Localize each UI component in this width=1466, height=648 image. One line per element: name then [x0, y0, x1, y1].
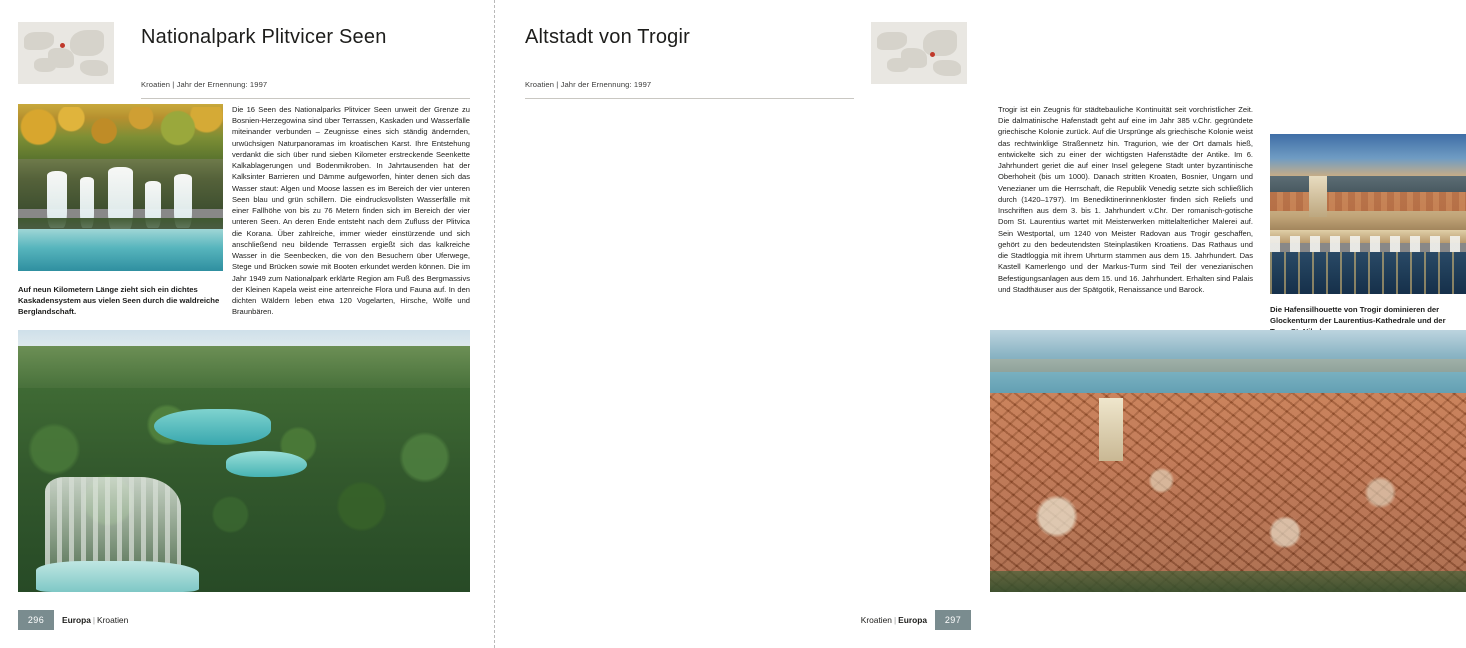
location-pin-icon [60, 43, 65, 48]
page-subtitle: Kroatien | Jahr der Ernennung: 1997 [141, 80, 268, 89]
footer-country-right: Kroatien [860, 615, 892, 625]
page-title-right: Altstadt von Trogir [525, 26, 690, 48]
trogir-harbour-photo [1270, 134, 1466, 294]
page-subtitle-right: Kroatien | Jahr der Ernennung: 1997 [525, 80, 652, 89]
right-page [495, 0, 1446, 648]
footer-region-right: Europa [898, 615, 927, 625]
plitvice-waterfall-photo [18, 104, 223, 271]
location-pin-icon-right [930, 52, 935, 57]
page-title: Nationalpark Plitvicer Seen [141, 26, 387, 48]
page-number-left: 296 [18, 610, 54, 630]
left-page-header [0, 22, 470, 96]
footer-breadcrumb-right: Kroatien | Europa [860, 615, 927, 625]
header-divider-right [525, 98, 854, 99]
trogir-aerial-photo [990, 330, 1466, 592]
left-photo-caption: Auf neun Kilometern Länge zieht sich ein dichtes Kaskadensystem aus vielen Seen durch die waldreiche Berglandschaft. [18, 285, 220, 316]
world-map-icon [18, 22, 114, 84]
header-divider [141, 98, 470, 99]
world-map-icon-right [871, 22, 967, 84]
left-body-text: Die 16 Seen des Nationalparks Plitvicer Seen unweit der Grenze zu Bosnien-Herzegowina sind über Terrassen, Kaskaden und Wasserfälle miteinander verbunden – Zeugnisse eines sich ständig ändernden, urwüchsigen Naturpanoramas im kroatischen Karst. Ihre Entstehung verdankt die sich über rund sieben Kilometer erstreckende Seenkette Kalkablagerungen und Bodenmikroben. In Jahrtausenden hat der Kalksinter Barrieren und Dämme aufgeworfen, hinter denen sich das Wasser staut: Algen und Moose lassen es im Bereich der vier unteren Seen blau und grün schillern. Die eindrucksvollsten Wasserfälle mit einer Fallhöhe von bis zu 76 Metern finden sich im Bereich der vier unteren Seen. An deren Ende entsteht nach dem Zufluss der Plitvica die Korana. Über zahlreiche, immer wieder einstürzende und sich anschließend neu bildende Terrassen ergießt sich das kalkreiche Wasser in die Seenbecken, die von den Besuchern über Uferwege, Stege und Brücken sowie mit Booten erkundet werden können. Die im Jahr 1949 zum Nationalpark erklärte Region am Fuß des Bergmassivs der Kleinen Kapela weist eine artenreiche Flora und Fauna auf. In den dichten Wäldern leben etwa 120 Vogelarten, Hirsche, Wölfe und Braunbären. [232, 105, 470, 317]
plitvice-panorama-photo [18, 330, 470, 592]
left-page [0, 0, 494, 648]
page-number-right: 297 [935, 610, 971, 630]
right-photo-caption: Die Hafensilhouette von Trogir dominieren der Glockenturm der Laurentius-Kathedrale und der [1270, 305, 1446, 325]
footer-breadcrumb-left: Europa | Kroatien [62, 615, 129, 625]
footer-country-left: Kroatien [97, 615, 129, 625]
right-body-text: Trogir ist ein Zeugnis für städtebauliche Kontinuität seit vorchristlicher Zeit. Die dalmatinische Hafenstadt geht auf eine im Jahr 385 v.Chr. gegründete griechische Kolonie zurück. Auf die Ursprünge als griechische Kolonie weist das rechtwinklige Straßennetz hin. Tragurion, wie der Ort damals hieß, entwickelte sich zu einer der wichtigsten Hafenstädte der Antike. Im 6. Jahrhundert geriet die auf einer Insel gelegene Stadt unter byzantinische Oberhoheit (bis um 1000). Danach stritten Kroaten, Bosnier, Ungarn und Venezianer um die Herrschaft, die Republik Venedig setzte sich schließlich durch (1420–1797). Im Benediktinerinnenkloster finden sich Reliefs und Inschriften aus dem 3. bis 1. Jahrhundert v.Chr. Der romanisch-gotische Dom St. Laurentius wartet mit Meisterwerken mittelalterlicher Malerei auf. Sein Westportal, um 1240 von Meister Radovan aus Trogir geschaffen, gehört zu den bedeutendsten Steinplastiken Kroatiens. Das Rathaus und die Stadtloggia mit ihrem Uhrturm stammen aus dem 15. Jahrhundert. Das Kastell Kamerlengo und der Markus-Turm sind Teil der venezianischen Befestigungsanlagen aus dem 15. und 16. Jahrhundert. Erhalten sind Palais und Stadthäuser aus der Spätgotik, Renaissance und Barock. [998, 105, 1253, 294]
footer-region-left: Europa [62, 615, 91, 625]
right-page-header [517, 22, 987, 96]
